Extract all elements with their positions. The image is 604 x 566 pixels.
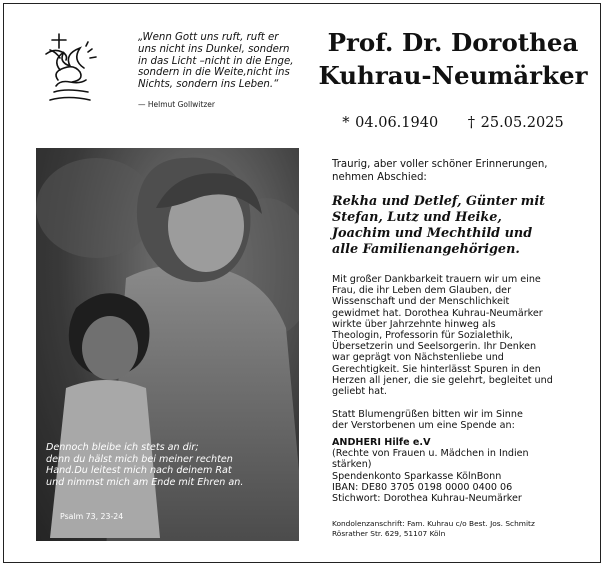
condolence-address (332, 519, 594, 538)
intro-text (332, 159, 590, 184)
tribute-line: Übersetzerin und Seelsorgerin. Ihr Denken (332, 341, 537, 353)
photo-caption (46, 442, 296, 488)
donation-request (332, 409, 594, 431)
quote-line: „Wenn Gott uns ruft, ruft er (138, 32, 279, 43)
quote-line: sondern in die Weite,nicht ins (138, 67, 290, 79)
name-line: Kuhrau-Neumärker (318, 61, 588, 90)
charity-line: stärken) (332, 459, 372, 471)
charity-details (332, 437, 594, 504)
caption-line: Hand.Du leitest mich nach deinem Rat (46, 465, 232, 477)
tribute-line: Frau, die ihr Leben dem Glauben, der (332, 285, 512, 297)
tribute-text (332, 274, 594, 397)
tribute-line: Mit großer Dankbarkeit trauern wir um eine (332, 274, 541, 285)
tribute-line: Herzen all jener, die sie gelehrt, begleitet und (332, 374, 553, 386)
psalm-reference: Psalm 73, 23-24 (60, 512, 124, 521)
death-date: † 25.05.2025 (467, 115, 564, 131)
iban: IBAN: DE80 3705 0198 0000 0400 06 (332, 481, 513, 493)
birth-date: * 04.06.1940 (342, 115, 439, 131)
tribute-line: wirkte über Jahrzehnte hinweg als (332, 318, 496, 330)
tribute-line: Gerechtigkeit. Sie hinterlässt Spuren in den (332, 363, 541, 375)
quote-line: uns nicht ins Dunkel, sondern (138, 43, 290, 55)
family-line: Stefan, Lutz und Heike, (332, 210, 502, 225)
tribute-line: gewidmet hat. Dorothea Kuhrau-Neumärker (332, 307, 543, 319)
quote-author: — Helmut Gollwitzer (138, 100, 215, 109)
intro-line: Traurig, aber voller schöner Erinnerungen, (332, 159, 548, 170)
family-line: alle Familienangehörigen. (332, 242, 520, 257)
family-line: Rekha und Detlef, Günter mit (332, 194, 546, 209)
caption-line: Dennoch bleibe ich stets an dir; (46, 442, 199, 453)
deceased-name (318, 26, 588, 92)
donation-line: Statt Blumengrüßen bitten wir im Sinne (332, 409, 523, 420)
contact-line: Kondolenzanschrift: Fam. Kuhrau c/o Best. Jos. Schmitz (332, 519, 535, 528)
caption-line: und nimmst mich am Ende mit Ehren an. (46, 476, 244, 488)
donation-line: der Verstorbenen um eine Spende an: (332, 420, 515, 432)
quote-text (138, 32, 308, 91)
tribute-line: Wissenschaft und der Menschlichkeit (332, 296, 510, 308)
contact-line: Rösrather Str. 629, 51107 Köln (332, 528, 446, 538)
payment-reference: Stichwort: Dorothea Kuhrau-Neumärker (332, 493, 522, 505)
charity-line: (Rechte von Frauen u. Mädchen in Indien (332, 448, 529, 460)
tribute-line: war geprägt von Nächstenliebe und (332, 352, 504, 364)
life-dates (318, 115, 588, 131)
intro-line: nehmen Abschied: (332, 171, 427, 183)
dove-flame-icon (40, 30, 104, 110)
tribute-line: geliebt hat. (332, 386, 387, 398)
caption-line: denn du hälst mich bei meiner rechten (46, 453, 233, 465)
tribute-line: Theologin, Professorin für Sozialethik, (332, 330, 513, 342)
name-line: Prof. Dr. Dorothea (327, 28, 579, 57)
quote-line: in das Licht –nicht in die Enge, (138, 55, 294, 67)
quote-line: Nichts, sondern ins Leben.“ (138, 79, 279, 91)
charity-name: ANDHERI Hilfe e.V (332, 437, 431, 448)
bank-account: Spendenkonto Sparkasse KölnBonn (332, 470, 502, 482)
family-names (332, 194, 594, 258)
family-line: Joachim und Mechthild und (332, 226, 533, 241)
